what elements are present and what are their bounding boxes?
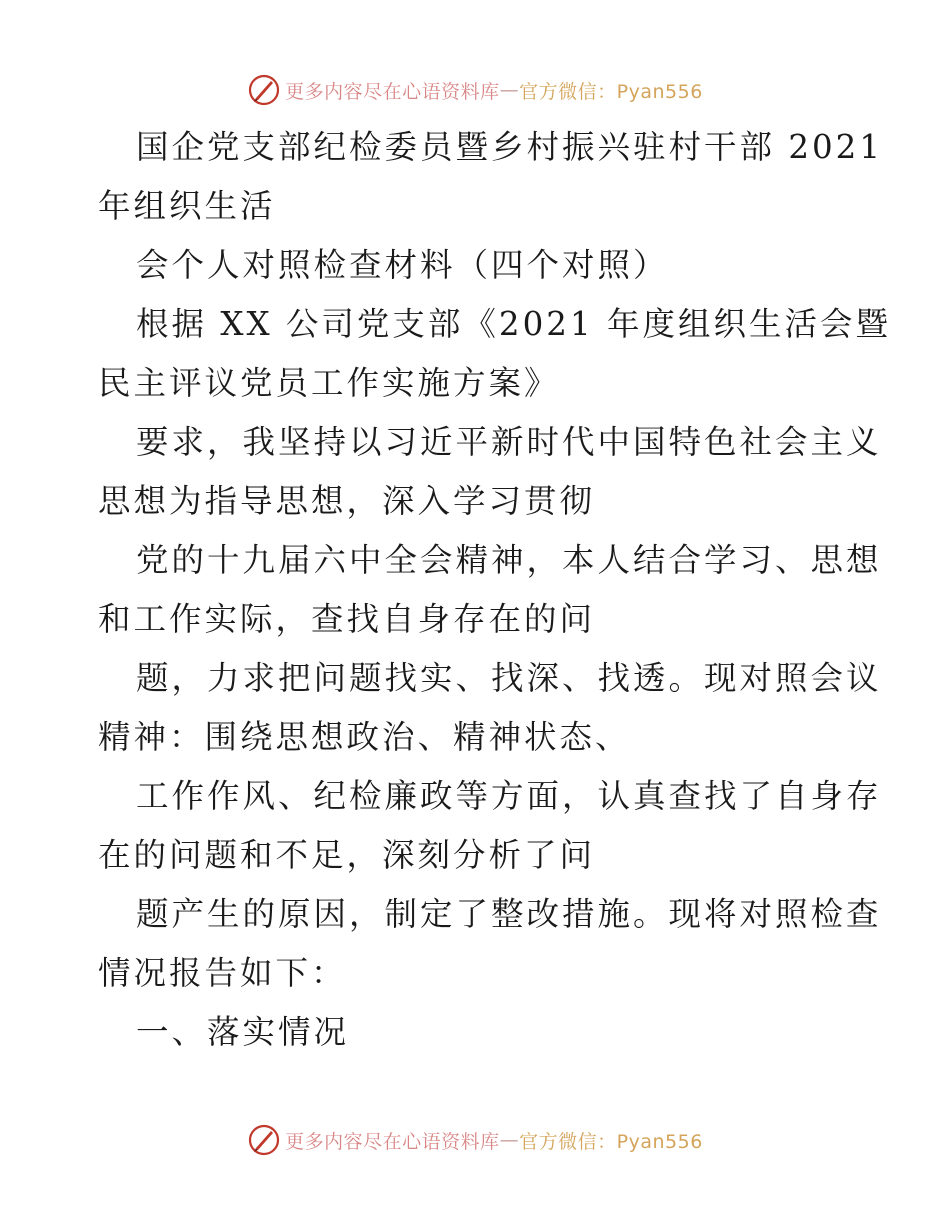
doc-line: 工作作风、纪检廉政等方面，认真查找了自身存 [136,777,882,815]
section-heading: 一、落实情况 [136,1013,350,1051]
doc-line: 精神：围绕思想政治、精神状态、 [98,718,631,756]
watermark-main-text: 更多内容尽在心语资料库 [285,80,500,103]
doc-line: 题产生的原因，制定了整改措施。现将对照检查 [136,895,882,933]
watermark-separator: — [499,1129,520,1151]
footer-watermark [0,1120,950,1160]
quill-logo-icon [247,73,281,107]
document-body [98,118,891,1062]
header-watermark [0,70,950,110]
watermark-wechat-text: 官方微信：Pyan556 [519,1130,703,1153]
doc-line: 要求，我坚持以习近平新时代中国特色社会主义 [136,423,882,461]
doc-line: 会个人对照检查材料（四个对照） [136,246,669,284]
doc-line: 情况报告如下： [98,954,347,992]
watermark-main-text: 更多内容尽在心语资料库 [285,1130,500,1153]
doc-line: 民主评议党员工作实施方案》 [98,364,560,402]
doc-line: 党的十九届六中全会精神，本人结合学习、思想 [136,541,882,579]
doc-line: 根据 XX 公司党支部《2021 年度组织生活会暨 [136,305,891,343]
doc-line: 题，力求把问题找实、找深、找透。现对照会议 [136,659,882,697]
doc-line: 思想为指导思想，深入学习贯彻 [98,482,596,520]
doc-line: 年组织生活 [98,187,276,225]
doc-line: 和工作实际，查找自身存在的问 [98,600,596,638]
watermark-wechat-text: 官方微信：Pyan556 [519,80,703,103]
watermark-separator: — [499,79,520,101]
doc-line: 在的问题和不足，深刻分析了问 [98,836,596,874]
quill-logo-icon [247,1123,281,1157]
doc-line: 国企党支部纪检委员暨乡村振兴驻村干部 2021 [136,128,884,166]
